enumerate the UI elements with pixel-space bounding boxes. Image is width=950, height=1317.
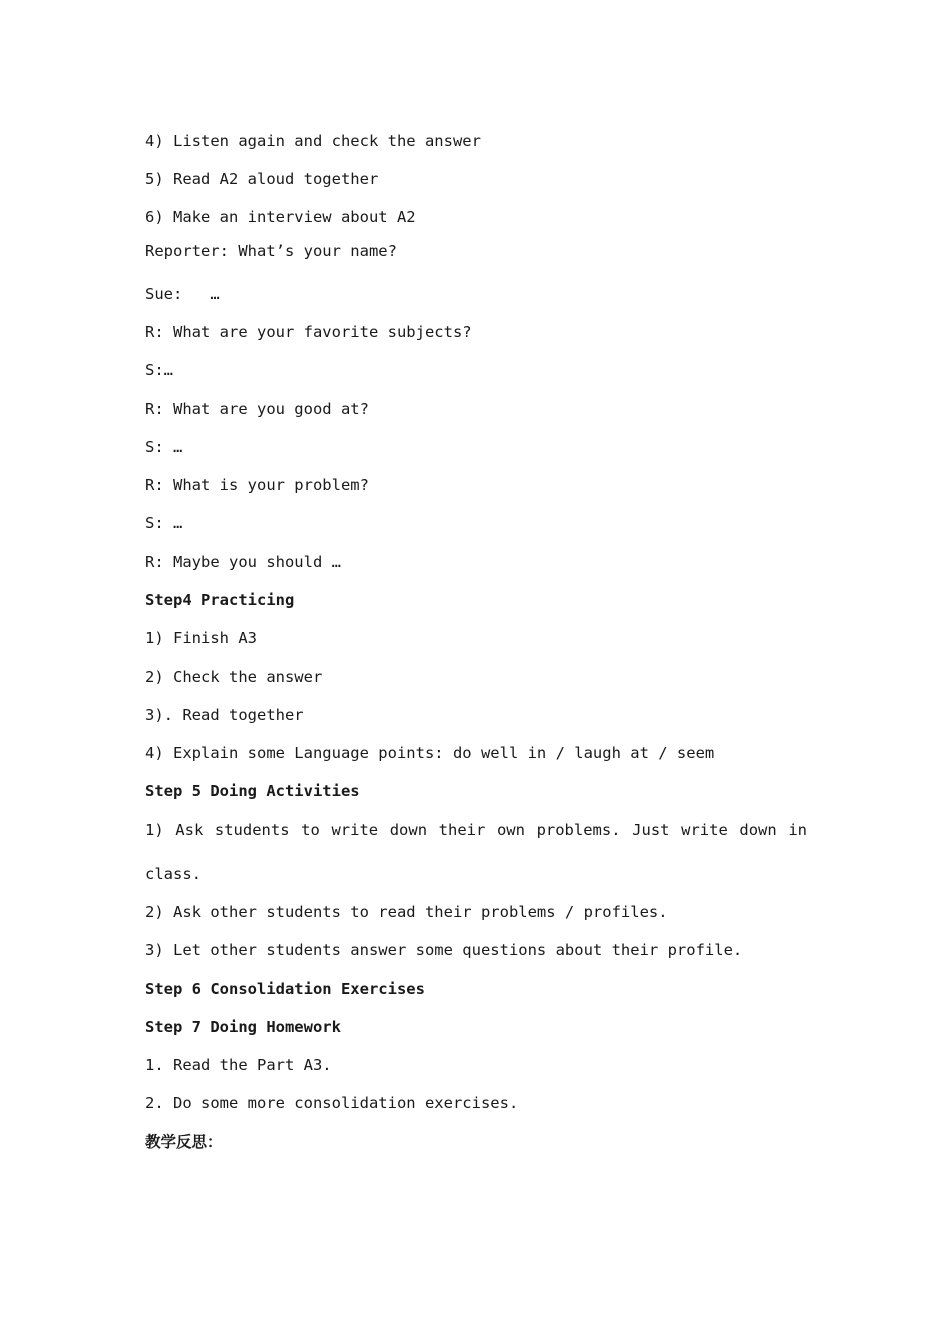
text-line: class. (145, 865, 201, 883)
text-line: R: Maybe you should … (145, 553, 341, 571)
text-line: R: What is your problem? (145, 476, 369, 494)
text-line: 2) Check the answer (145, 668, 323, 686)
section-heading: Step 5 Doing Activities (145, 782, 360, 800)
text-line: S:… (145, 361, 173, 379)
text-line: Sue: … (145, 285, 220, 303)
section-heading: Step 6 Consolidation Exercises (145, 980, 425, 998)
text-line: 6) Make an interview about A2 (145, 208, 416, 226)
text-line: Reporter: What’s your name? (145, 242, 397, 260)
text-line: 5) Read A2 aloud together (145, 170, 379, 188)
text-line: S: … (145, 514, 183, 532)
text-line: 4) Explain some Language points: do well in / laugh at / seem (145, 744, 715, 762)
text-line: R: What are your favorite subjects? (145, 323, 472, 341)
text-line: R: What are you good at? (145, 400, 369, 418)
text-line: 3) Let other students answer some questions about their profile. (145, 941, 743, 959)
text-line: 1. Read the Part A3. (145, 1056, 332, 1074)
section-heading: Step4 Practicing (145, 591, 295, 609)
section-heading: Step 7 Doing Homework (145, 1018, 341, 1036)
text-line: 2. Do some more consolidation exercises. (145, 1094, 519, 1112)
text-line: 2) Ask other students to read their problems / profiles. (145, 903, 668, 921)
text-line: 1) Finish A3 (145, 629, 257, 647)
reflection-heading: 教学反思： (145, 1133, 223, 1151)
text-line: 1) Ask students to write down their own problems. Just write down in (145, 821, 807, 839)
text-line: S: … (145, 438, 183, 456)
text-line: 4) Listen again and check the answer (145, 132, 481, 150)
text-line: 3). Read together (145, 706, 304, 724)
